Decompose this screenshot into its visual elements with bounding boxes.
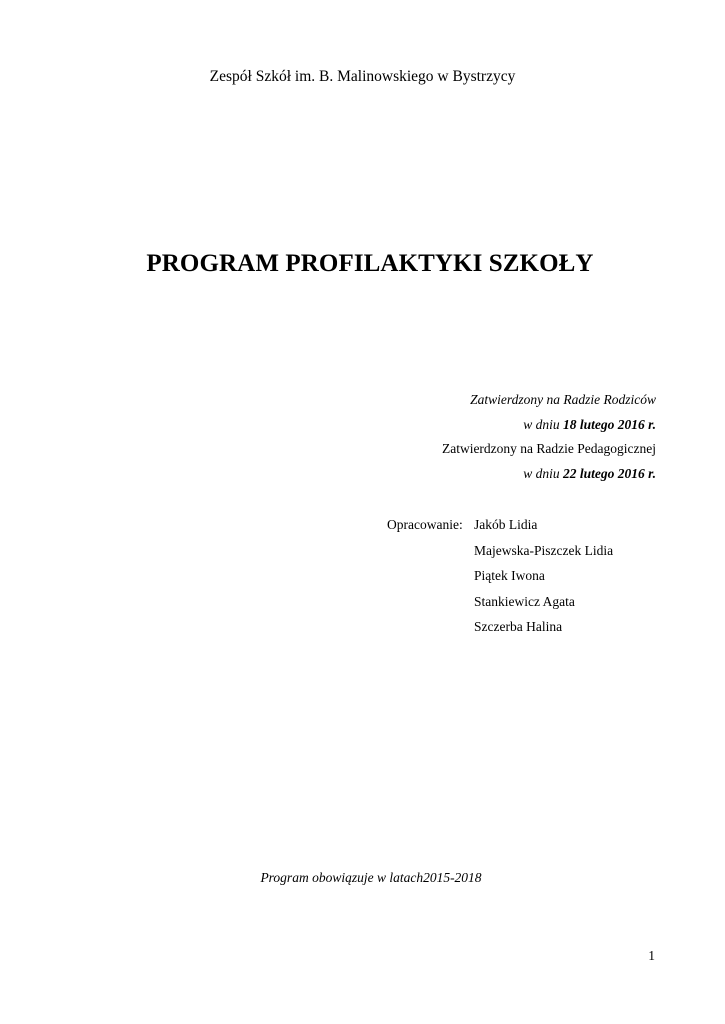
author-name: Piątek Iwona [474, 568, 545, 583]
parents-date-prefix: w dniu [523, 416, 563, 432]
author-name: Szczerba Halina [474, 619, 563, 634]
author-row [387, 538, 613, 564]
author-row [387, 614, 613, 640]
program-validity: Program obowiązuje w latach2015-2018 [260, 870, 482, 885]
author-name: Jakób Lidia [474, 517, 538, 532]
approvals-block [442, 388, 656, 486]
author-row [387, 512, 613, 538]
authors-block [387, 512, 613, 640]
parents-approval-date: 18 lutego 2016 r. [562, 416, 656, 432]
author-name: Stankiewicz Agata [474, 593, 575, 609]
authors-label: Opracowanie: [387, 517, 463, 532]
pedagogical-date-prefix: w dniu [523, 465, 563, 481]
pedagogical-approval-label: Zatwierdzony na Radzie Pedagogicznej [441, 441, 656, 456]
school-name: Zespół Szkół im. B. Malinowskiego w Bystrzycy [209, 68, 516, 85]
pedagogical-approval-date: 22 lutego 2016 r. [562, 465, 656, 481]
parents-approval-date-line [442, 413, 656, 438]
author-name: Majewska-Piszczek Lidia [474, 542, 614, 558]
parents-approval-label: Zatwierdzony na Radzie Rodziców [470, 392, 656, 407]
author-row [387, 563, 613, 589]
page-number: 1 [648, 948, 655, 963]
author-row [387, 589, 613, 615]
document-title: PROGRAM PROFILAKTYKI SZKOŁY [146, 250, 594, 277]
pedagogical-approval-date-line [442, 462, 656, 487]
